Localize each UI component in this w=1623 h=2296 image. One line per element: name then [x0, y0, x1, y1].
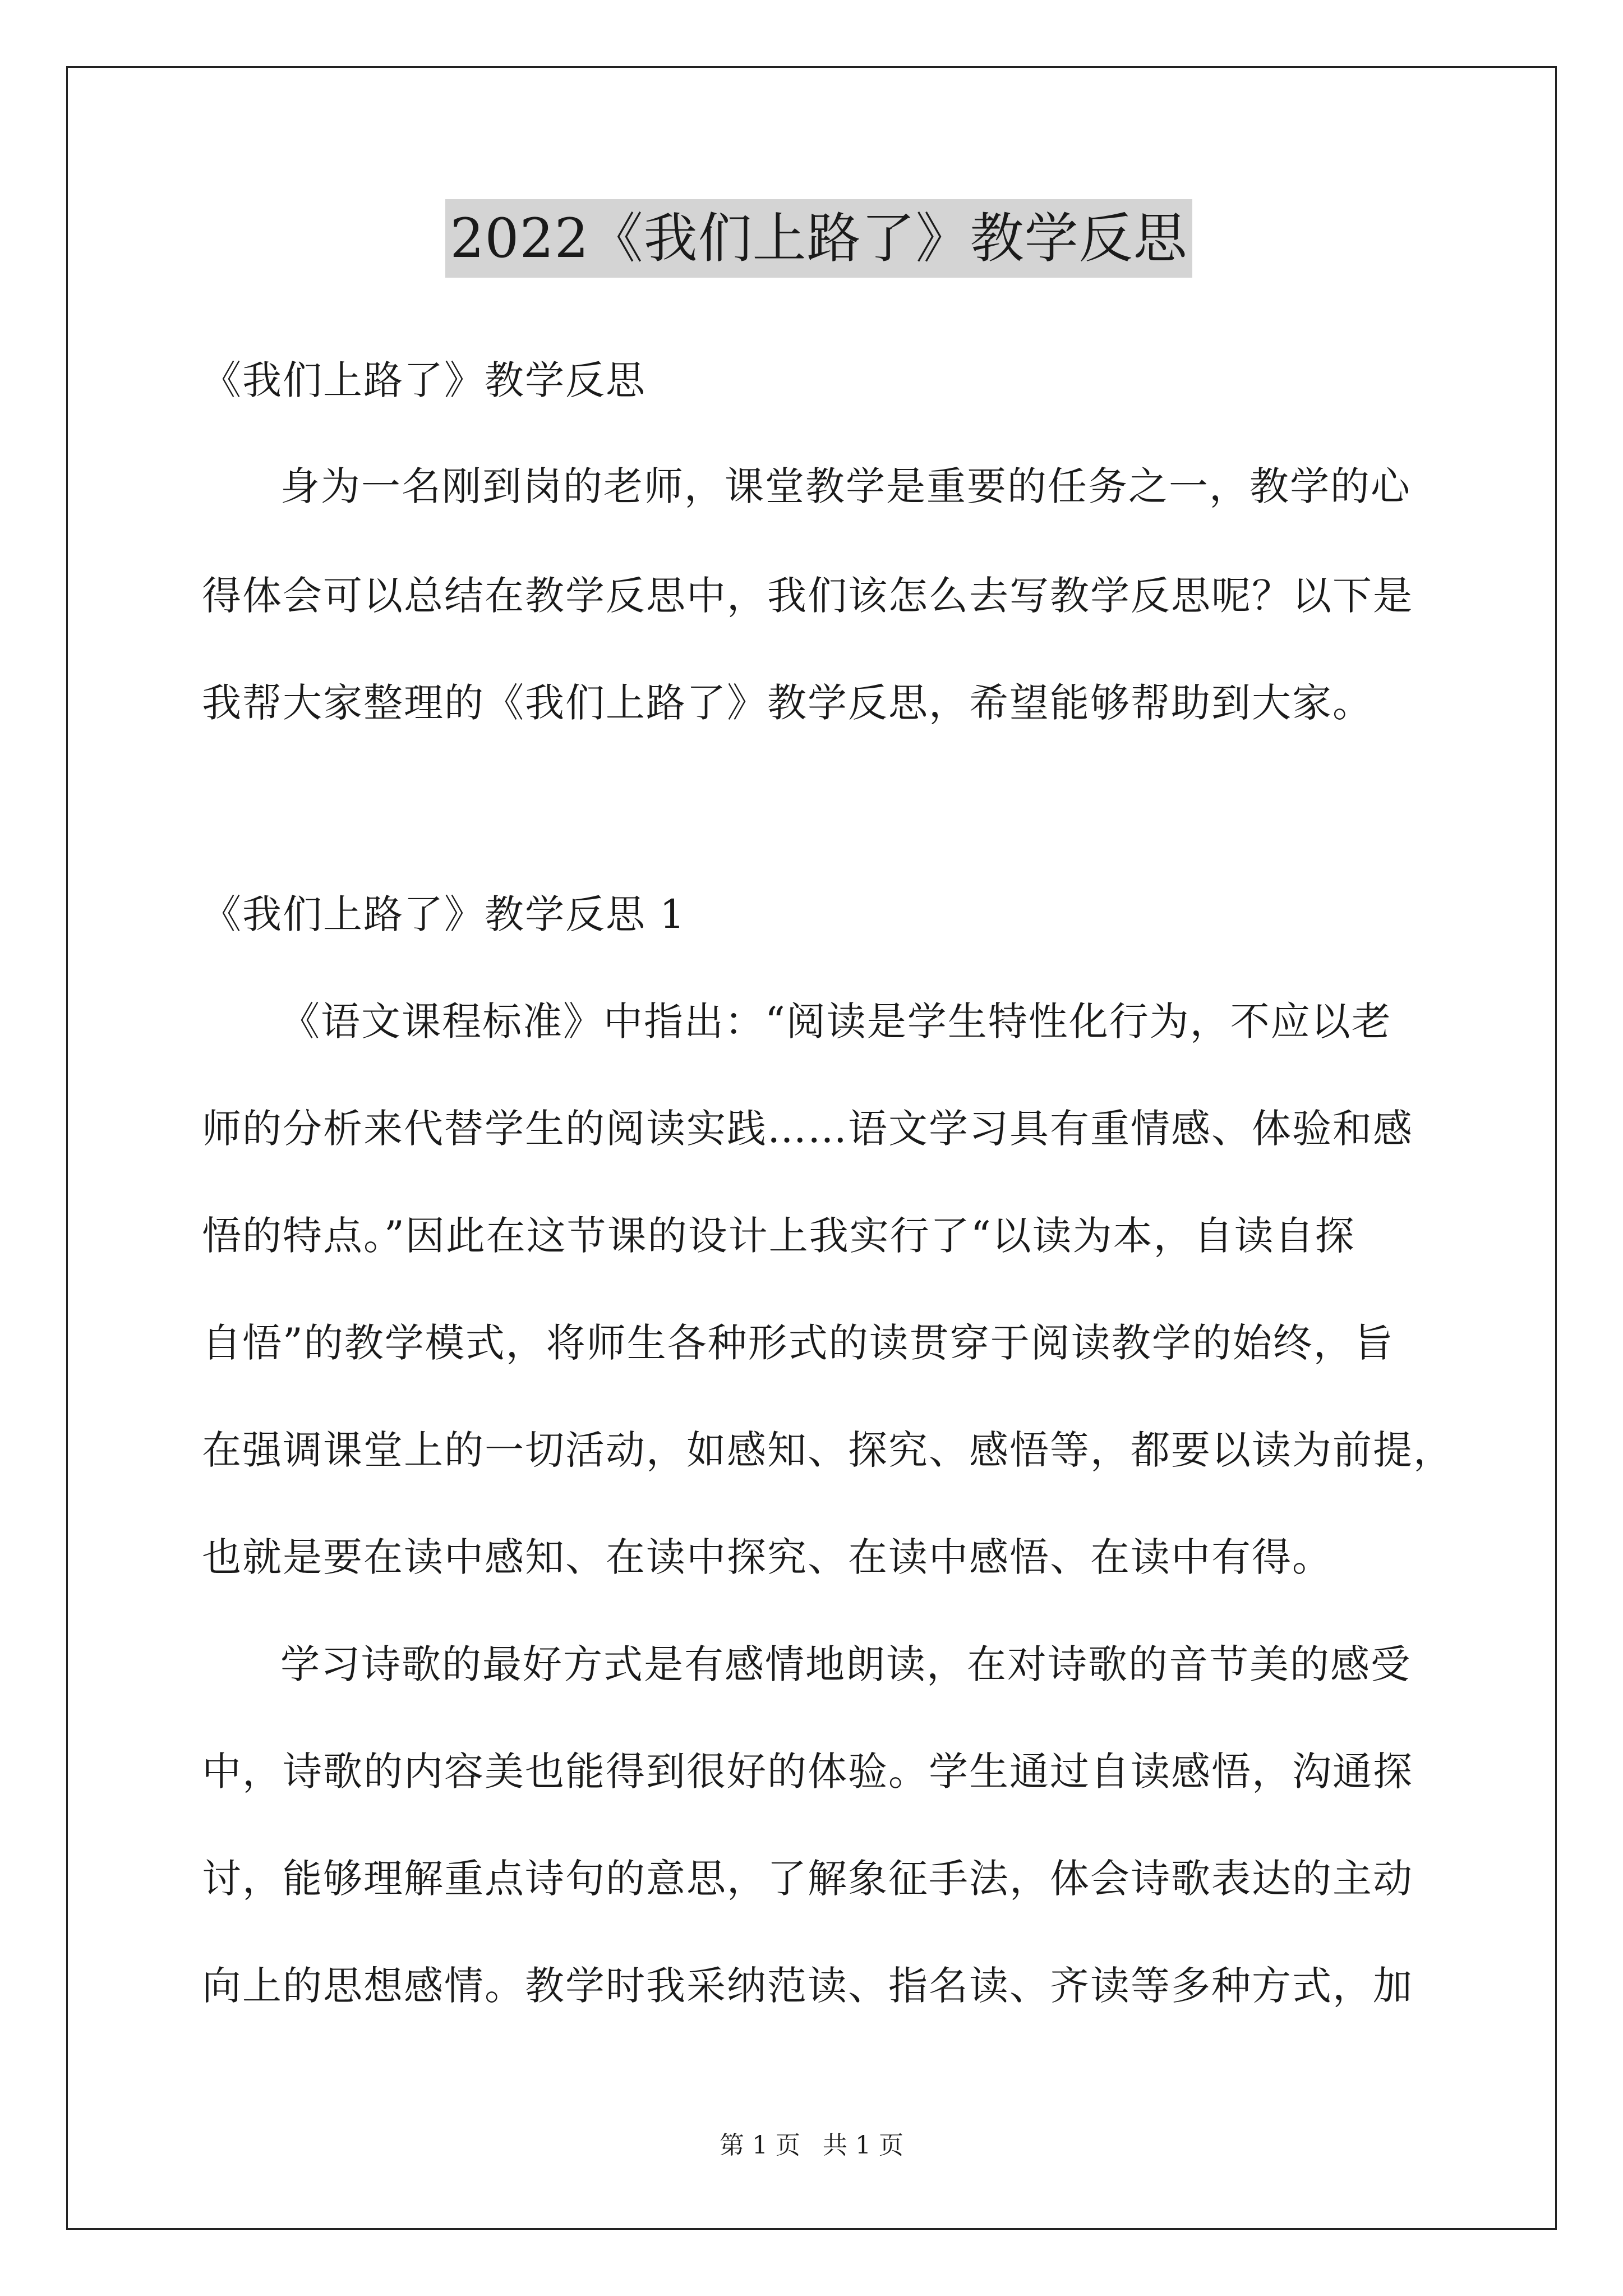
paragraph-line: 自悟”的教学模式，将师生各种形式的读贯穿于阅读教学的始终，旨	[202, 1320, 1394, 1366]
page-total: 共 1 页	[823, 2131, 903, 2160]
paragraph-line: 在强调课堂上的一切活动，如感知、探究、感悟等，都要以读为前提，	[202, 1427, 1454, 1473]
page-footer	[0, 2129, 1623, 2162]
paragraph-line: 悟的特点。”因此在这节课的设计上我实行了“以读为本，自读自探	[202, 1213, 1355, 1259]
intro-line: 我帮大家整理的《我们上路了》教学反思，希望能够帮助到大家。	[202, 680, 1373, 726]
paragraph-line: 也就是要在读中感知、在读中探究、在读中感悟、在读中有得。	[202, 1534, 1332, 1580]
document-subtitle: 《我们上路了》教学反思	[202, 357, 646, 403]
intro-line: 得体会可以总结在教学反思中，我们该怎么去写教学反思呢？以下是	[202, 573, 1413, 619]
paragraph-line: 师的分析来代替学生的阅读实践……语文学习具有重情感、体验和感	[202, 1106, 1413, 1152]
paragraph-line: 讨，能够理解重点诗句的意思，了解象征手法，体会诗歌表达的主动	[202, 1856, 1413, 1902]
paragraph-line: 学习诗歌的最好方式是有感情地朗读，在对诗歌的音节美的感受	[280, 1641, 1411, 1687]
section-heading: 《我们上路了》教学反思 1	[202, 891, 686, 937]
paragraph-line: 中，诗歌的内容美也能得到很好的体验。学生通过自读感悟，沟通探	[202, 1749, 1413, 1795]
document-title: 2022《我们上路了》教学反思	[445, 199, 1192, 278]
page-number: 第 1 页	[720, 2131, 800, 2160]
paragraph-line: 《语文课程标准》中指出：“阅读是学生特性化行为，不应以老	[280, 999, 1392, 1045]
paragraph-line: 向上的思想感情。教学时我采纳范读、指名读、齐读等多种方式，加	[202, 1963, 1413, 2009]
intro-line: 身为一名刚到岗的老师，课堂教学是重要的任务之一，教学的心	[280, 463, 1411, 509]
title-container	[202, 199, 1436, 278]
